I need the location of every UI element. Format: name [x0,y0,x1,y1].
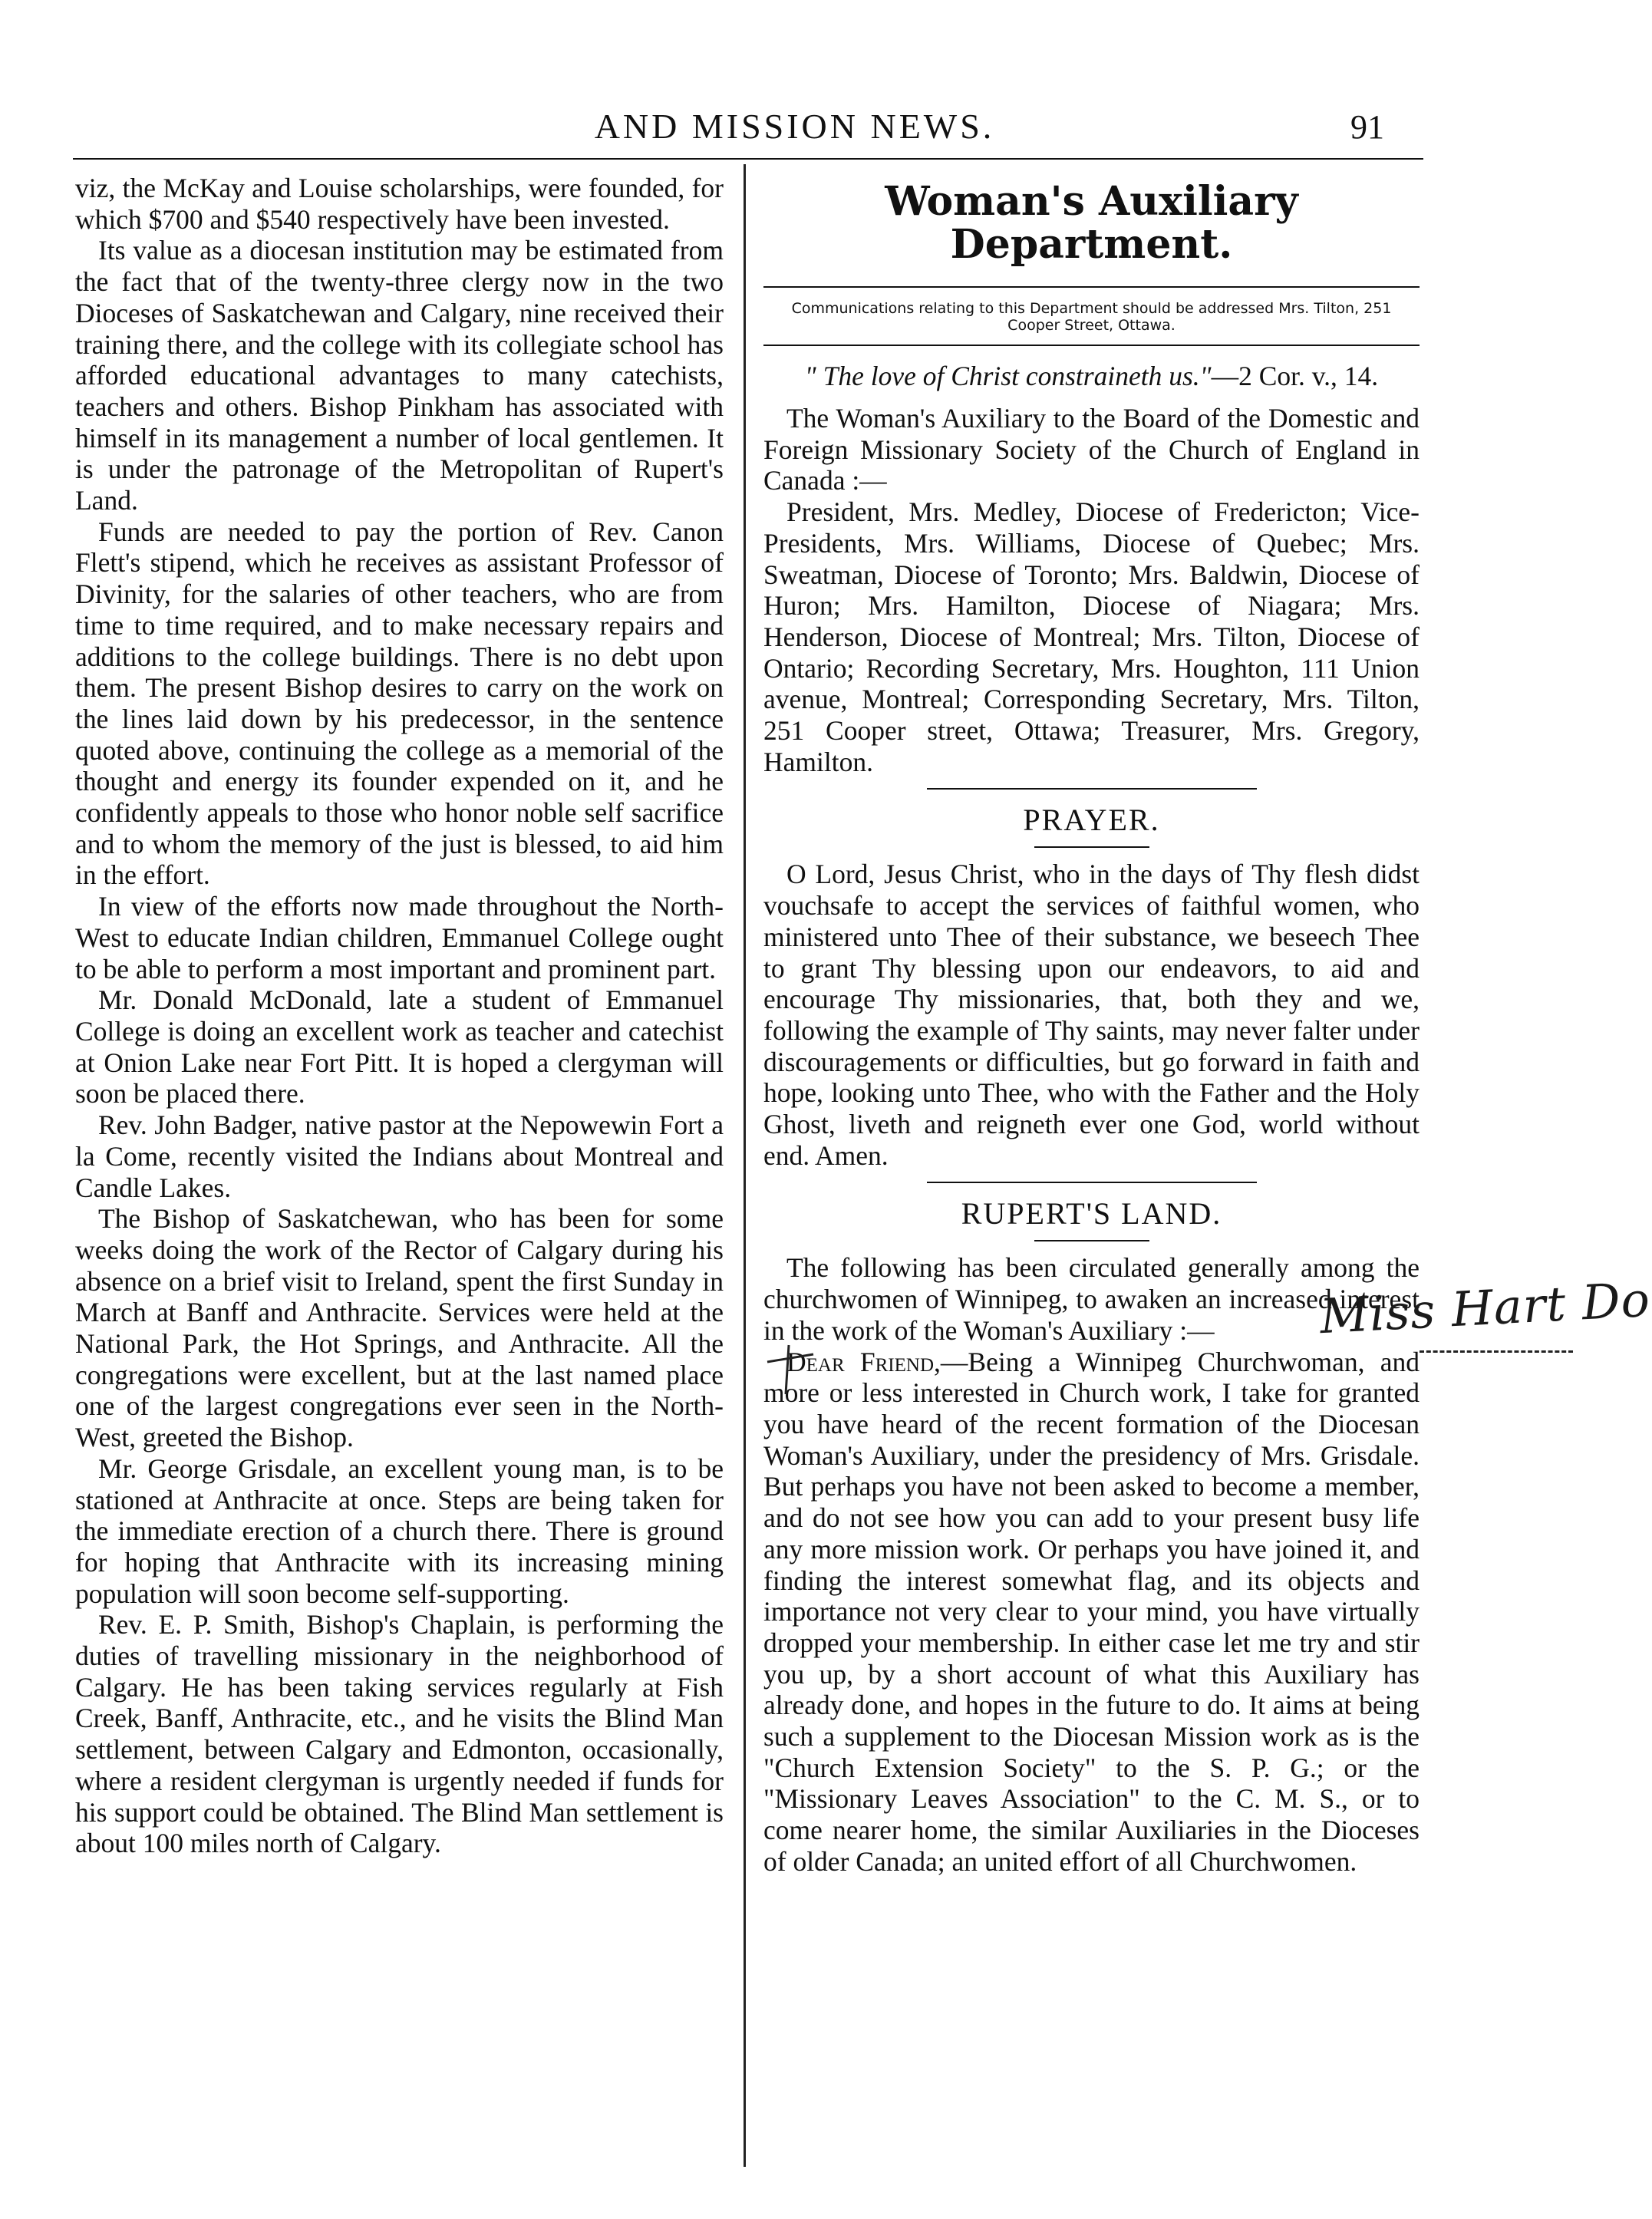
left-paragraph-1: viz, the McKay and Louise scholarships, were founded, for which $700 and $540 respectively have been invested. [75,173,724,235]
auxiliary-intro-paragraph: The Woman's Auxiliary to the Board of the Domestic and Foreign Missionary Society of the Church of England in Canada :— [763,403,1420,496]
prayer-rule [927,788,1257,790]
letter-paragraph [763,1347,1420,1878]
prayer-heading-underline [1034,846,1149,848]
department-rule-bottom [763,345,1420,346]
left-paragraph-4: In view of the efforts now made throughout the North-West to educate Indian children, Emmanuel College ought to be able to perform a most important and prominent part. [75,891,724,984]
left-paragraph-3: Funds are needed to pay the portion of Rev. Canon Flett's stipend, which he receives as assistant Professor of Divinity, for the salaries of other teachers, who are from time to time required, and to make necessary repairs and additions to the college buildings. There is no debt upon them. The present Bishop desires to carry on the work on the lines laid down by his predecessor, in the sentence quoted above, continuing the college as a memorial of the thought and energy its founder expended on it, and he confidently appeals to those who honor noble self sacrifice and to whom the memory of the just is blessed, to aid him in the effort. [75,516,724,891]
handwritten-dashes [1420,1350,1573,1355]
department-rule-top [763,286,1420,288]
prayer-text: O Lord, Jesus Christ, who in the days of Thy flesh didst vouchsafe to accept the services of faithful women, who ministered unto Thee of their substance, we beseech Thee to grant Thy blessing upon our endeavors, to aid and encourage Thy missionaries, that, both they and we, following the example of Thy saints, may never falter under discouragements or difficulties, but go forward in faith and hope, looking unto Thee, who with the Father and the Holy Ghost, liveth and reigneth ever one God, world without end. Amen. [763,859,1420,1171]
ruperts-land-intro: The following has been circulated generally among the churchwomen of Winnipeg, to awaken an increased interest in the work of the Woman's Auxiliary :— [763,1252,1420,1346]
officers-paragraph: President, Mrs. Medley, Diocese of Fredericton; Vice-Presidents, Mrs. Williams, Diocese of Quebec; Mrs. Sweatman, Diocese of Toronto; Mrs. Baldwin, Diocese of Huron; Mrs. Hamilton, Diocese of Niagara; Mrs. Henderson, Diocese of Montreal; Mrs. Tilton, Diocese of Ontario; Recording Secretary, Mrs. Houghton, 111 Union avenue, Montreal; Corresponding Secretary, Mrs. Tilton, 251 Cooper street, Ottawa; Treasurer, Mrs. Gregory, Hamilton. [763,496,1420,777]
running-header-title: AND MISSION NEWS. [594,107,995,146]
left-paragraph-7: The Bishop of Saskatchewan, who has been for some weeks doing the work of the Rector of Calgary during his absence on a brief visit to Ireland, spent the first Sunday in March at Banff and Anthracite. Services were held at the National Park, the Hot Springs, and Anthracite. All the congregations were excellent, but at the last named place one of the largest congregations ever seen in the North-West, greeted the Bishop. [75,1203,724,1453]
ruperts-land-heading-underline [1034,1240,1149,1241]
communications-note: Communications relating to this Department should be addressed Mrs. Tilton, 251 Cooper Street, Ottawa. [791,300,1392,334]
motto-reference: —2 Cor. v., 14. [1211,361,1379,391]
motto-quote: " The love of Christ constraineth us." [804,361,1212,391]
letter-body: —Being a Winnipeg Churchwoman, and more or less interested in Church work, I take for granted you have heard of the recent formation of the Diocesan Woman's Auxiliary, under the presidency of Mrs. Grisdale. But perhaps you have not been asked to become a member, and do not see how you can add to your present busy life any more mission work. Or perhaps you have joined it, and finding the interest somewhat flag, and its objects and importance not very clear to your mind, you have virtually dropped your membership. In either case let me try and stir you up, by a short account of what this Auxiliary has already done, and hopes in the future to do. It aims at being such a supplement to the Diocesan Mission work as is the "Church Extension Society" to the S. P. G.; or the "Missionary Leaves Association" to the C. M. S., or to come nearer home, the similar Auxiliaries in the Dioceses of older Canada; an united effort of all Churchwomen. [763,1346,1420,1877]
left-column [75,173,724,1859]
column-divider [744,164,746,2167]
pencil-cross-mark [760,1339,821,1400]
header-rule [73,158,1423,160]
left-paragraph-2: Its value as a diocesan institution may be estimated from the fact that of the twenty-three clergy now in the two Dioceses of Saskatchewan and Calgary, nine received their training there, and the college with its collegiate school has afforded educational advantages to many catechists, teachers and others. Bishop Pinkham has associated with himself in its management a number of local gentlemen. It is under the patronage of the Metropolitan of Rupert's Land. [75,235,724,516]
left-paragraph-5: Mr. Donald McDonald, late a student of Emmanuel College is doing an excellent work as teacher and catechist at Onion Lake near Fort Pitt. It is hoped a clergyman will soon be placed there. [75,984,724,1110]
department-title: Woman's Auxiliary Department. [885,178,1298,268]
left-paragraph-8: Mr. George Grisdale, an excellent young man, is to be stationed at Anthracite at once. Steps are being taken for the immediate erection of a church there. There is ground for hoping that Anthracite with its increasing mining population will soon become self-supporting. [75,1452,724,1609]
right-column [763,173,1420,1878]
motto [763,360,1420,392]
page-number: 91 [1350,108,1384,146]
ruperts-land-heading: RUPERT'S LAND. [961,1196,1222,1231]
handwritten-note: Miss Hart Do [1318,1271,1652,1345]
prayer-heading: PRAYER. [1023,803,1160,838]
letter-salutation: Dear Friend, [786,1346,941,1377]
left-paragraph-9: Rev. E. P. Smith, Bishop's Chaplain, is performing the duties of travelling missionary in the neighborhood of Calgary. He has been taking services regularly at Fish Creek, Banff, Anthracite, etc., and he visits the Blind Man settlement, between Calgary and Edmonton, occasionally, where a resident clergyman is urgently needed if funds for his support could be obtained. The Blind Man settlement is about 100 miles north of Calgary. [75,1609,724,1859]
left-paragraph-6: Rev. John Badger, native pastor at the Nepowewin Fort a la Come, recently visited the Indians about Montreal and Candle Lakes. [75,1110,724,1203]
ruperts-land-rule [927,1182,1257,1183]
